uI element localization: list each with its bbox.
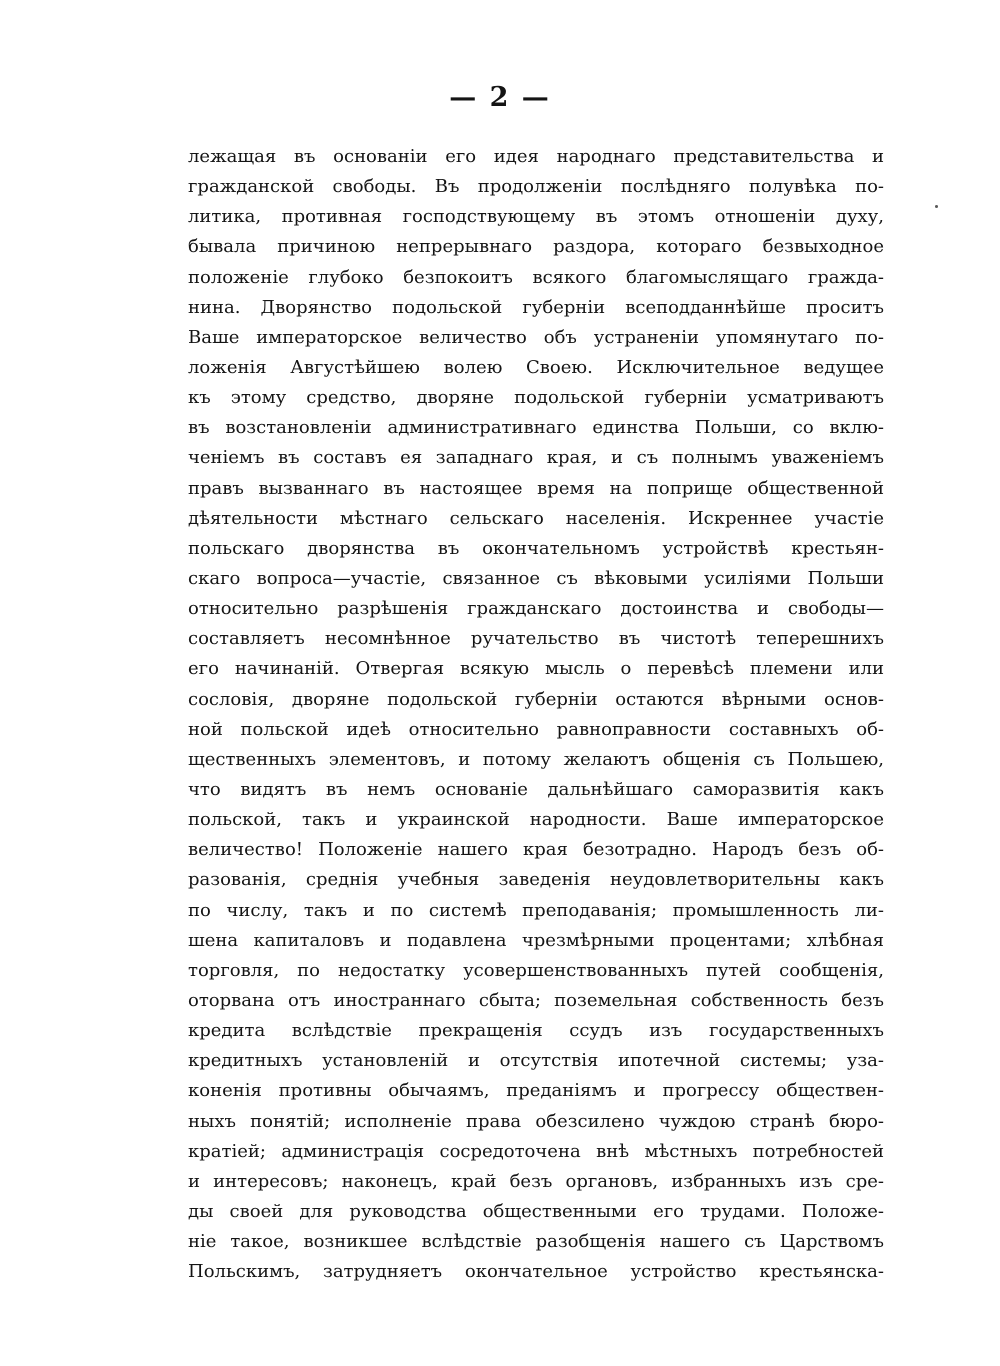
text-line: относительно разрѣшенія гражданскаго достоинства и свободы—: [188, 598, 884, 620]
text-line: кратіей; администрація сосредоточена внѣ мѣстныхъ потребностей: [188, 1140, 884, 1162]
text-line: кредита вслѣдствіе прекращенія ссудъ изъ государственныхъ: [188, 1020, 884, 1042]
text-line: дѣятельности мѣстнаго сельскаго населенія. Искреннее участіе: [188, 507, 884, 529]
text-line: къ этому средство, дворяне подольской губерніи усматриваютъ: [188, 387, 884, 409]
text-line: его начинаній. Отвергая всякую мысль о перевѣсѣ племени или: [188, 658, 884, 680]
text-line: торговля, по недостатку усовершенствованныхъ путей сообщенія,: [188, 959, 884, 981]
text-line: величество! Положеніе нашего края безотрадно. Народъ безъ об-: [188, 839, 884, 861]
text-line: что видятъ въ немъ основаніе дальнѣйшаго саморазвитія какъ: [188, 778, 884, 800]
text-line: ныхъ понятій; исполненіе права обезсилено чуждою странѣ бюро-: [188, 1110, 884, 1132]
text-line: кредитныхъ установленій и отсутствія ипотечной системы; уза-: [188, 1050, 884, 1072]
text-line: нина. Дворянство подольской губерніи всеподданнѣйше проситъ: [188, 296, 884, 318]
text-line: разованія, среднія учебныя заведенія неудовлетворительны какъ: [188, 869, 884, 891]
text-line: положеніе глубоко безпокоитъ всякого благомыслящаго гражда-: [188, 266, 884, 288]
text-line: коненія противны обычаямъ, преданіямъ и прогрессу обществен-: [188, 1080, 884, 1102]
text-line: Польскимъ, затрудняетъ окончательное устройство крестьянска-: [188, 1261, 884, 1283]
text-line: польскаго дворянства въ окончательномъ устройствѣ крестьян-: [188, 537, 884, 559]
text-line: по числу, такъ и по системѣ преподаванія; промышленность ли-: [188, 899, 884, 921]
text-line: польской, такъ и украинской народности. Ваше императорское: [188, 809, 884, 831]
text-line: щественныхъ элементовъ, и потому желаютъ общенія съ Польшею,: [188, 748, 884, 770]
body-text: [188, 142, 884, 1287]
page-number: — 2 —: [449, 82, 551, 113]
text-line: составляетъ несомнѣнное ручательство въ чистотѣ теперешнихъ: [188, 628, 884, 650]
text-line: сословія, дворяне подольской губерніи остаются вѣрными основ-: [188, 688, 884, 710]
text-line: лежащая въ основаніи его идея народнаго представительства и: [188, 146, 884, 167]
text-line: ды своей для руководства общественными его трудами. Положе-: [188, 1200, 884, 1222]
text-line: правъ вызваннаго въ настоящее время на поприще общественной: [188, 477, 884, 499]
text-line: Ваше императорское величество объ устраненіи упомянутаго по-: [188, 326, 884, 348]
text-line: и интересовъ; наконецъ, край безъ органовъ, избранныхъ изъ сре-: [188, 1170, 884, 1192]
text-line: въ возстановленіи административнаго единства Польши, со вклю-: [188, 417, 884, 439]
text-line: оторвана отъ иностраннаго сбыта; поземельная собственность безъ: [188, 989, 884, 1011]
text-line: ченіемъ въ составъ ея западнаго края, и съ полнымъ уваженіемъ: [188, 447, 884, 469]
text-line: скаго вопроса—участіе, связанное съ вѣковыми усиліями Польши: [188, 567, 884, 589]
ink-speck: [935, 205, 938, 208]
text-line: бывала причиною непрерывнаго раздора, котораго безвыходное: [188, 236, 884, 258]
text-line: литика, противная господствующему въ этомъ отношеніи духу,: [188, 206, 884, 228]
text-line: ніе такое, возникшее вслѣдствіе разобщенія нашего съ Царствомъ: [188, 1231, 884, 1253]
text-line: гражданской свободы. Въ продолженіи послѣдняго полувѣка по-: [188, 176, 884, 198]
text-line: шена капиталовъ и подавлена чрезмѣрными процентами; хлѣбная: [188, 929, 884, 951]
text-line: ложенія Августѣйшею волею Своею. Исключительное ведущее: [188, 356, 884, 378]
text-line: ной польской идеѣ относительно равноправности составныхъ об-: [188, 718, 884, 740]
